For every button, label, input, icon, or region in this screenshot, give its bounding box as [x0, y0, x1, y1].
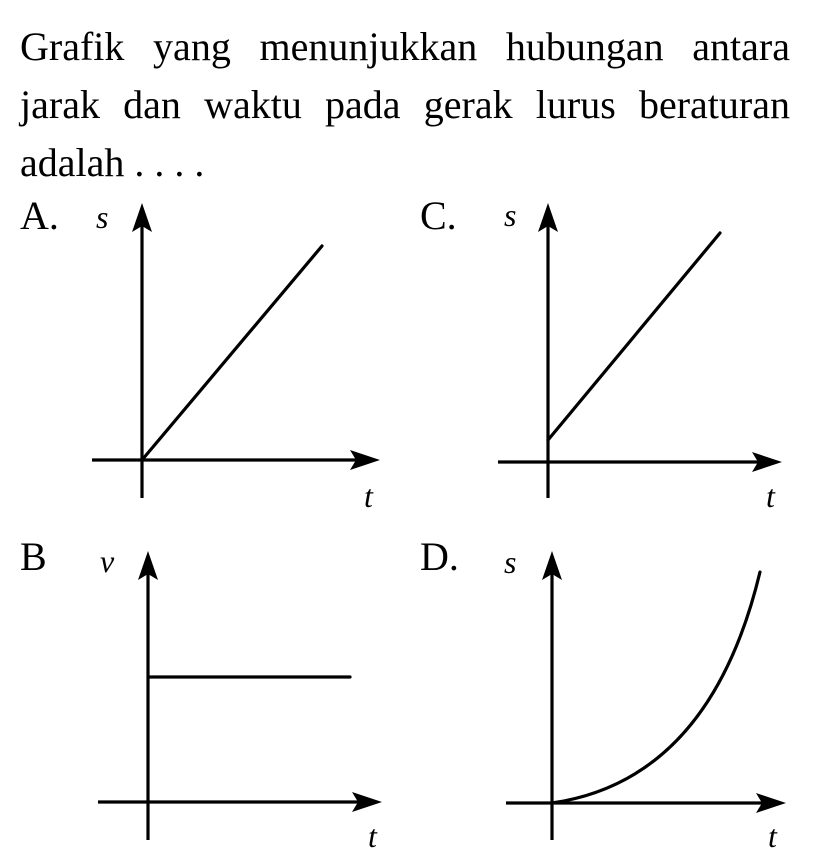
option-b-y-axis-label: v — [100, 543, 115, 579]
graph-a-line — [142, 246, 322, 460]
graph-c — [498, 203, 782, 498]
option-c-x-axis-label: t — [766, 478, 775, 514]
question-text: Grafik yang menunjukkan hubungan antara jarak dan waktu pada gerak lurus beraturan adalah . . . . — [20, 24, 790, 185]
option-a-label: A. — [20, 193, 59, 238]
graph-b — [98, 551, 382, 840]
option-a-y-axis-label: s — [96, 199, 109, 235]
option-b-label: B — [20, 534, 47, 579]
graph-d — [506, 551, 786, 840]
option-d-label: D. — [420, 534, 459, 579]
graph-d-curve — [552, 572, 760, 803]
option-a-x-axis-label: t — [364, 478, 373, 514]
option-c-y-axis-label: s — [504, 197, 517, 233]
option-b-x-axis-label: t — [368, 818, 377, 854]
option-d-x-axis-label: t — [768, 818, 777, 854]
option-c-label: C. — [420, 193, 457, 238]
option-d-y-axis-label: s — [504, 544, 517, 580]
graph-c-line — [548, 233, 720, 440]
graph-a — [92, 199, 380, 498]
